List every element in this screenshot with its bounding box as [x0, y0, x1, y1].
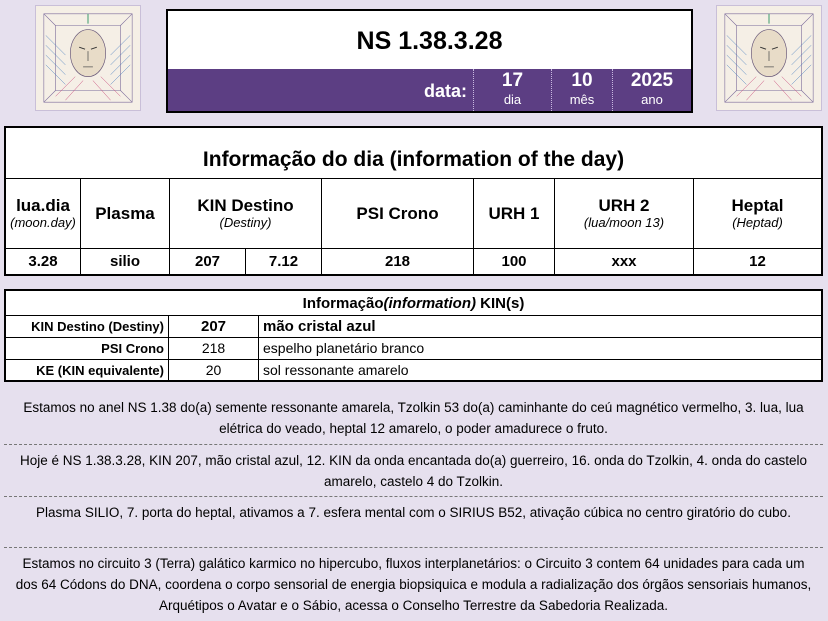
paragraph-circuito: Estamos no circuito 3 (Terra) galático karmico no hipercubo, fluxos interplanetários: o Circuito 3 contem 64 unidades para cada um dos 64 Códons do DNA, coordena o corpo sensorial de energia biopsiquica e modula a radialização dos órgãos sensoriais humanos, Arquétipos o Avatar e o Sábio, acessa o Conselho Terrestre da Sabedoria Realizada.: [15, 556, 812, 613]
year-value: 2025: [630, 70, 674, 91]
col-sub: (lua/moon 13): [583, 215, 665, 230]
date-bar: [168, 69, 691, 111]
col-kin-destino: [170, 178, 322, 274]
col-header: [170, 178, 321, 249]
col-header: [694, 178, 821, 249]
kin-row-label: KE (KIN equivalente): [6, 360, 169, 382]
date-label: data:: [423, 81, 467, 101]
year-unit: ano: [641, 92, 663, 107]
col-plasma: [81, 178, 170, 274]
col-header: [555, 178, 693, 249]
date-day: [473, 69, 551, 111]
table-row: [6, 360, 821, 382]
col-urh1: [474, 178, 555, 274]
col-value: silio: [109, 253, 140, 270]
col-label: lua.dia: [16, 196, 70, 215]
kin-row-label: PSI Crono: [6, 338, 169, 359]
col-psi-crono: [322, 178, 474, 274]
col-sub: (Heptad): [732, 215, 783, 230]
kin-title-a: Informação: [302, 294, 384, 312]
date-year: [612, 69, 691, 111]
paragraph-plasma: Plasma SILIO, 7. porta do heptal, ativamos a 7. esfera mental com o SIRIUS B52, ativação cúbica no centro giratório do cubo.: [36, 505, 791, 520]
kin-row-text: mão cristal azul: [263, 318, 376, 335]
col-values: [170, 249, 321, 274]
kin-title: [6, 291, 821, 316]
header-box: [166, 9, 693, 113]
col-value: 3.28: [28, 253, 58, 270]
divider: [4, 547, 823, 548]
col-lua-dia: [6, 178, 81, 274]
col-header: [474, 178, 554, 249]
day-value: 17: [501, 70, 524, 91]
day-unit: dia: [503, 92, 522, 107]
page-title: NS 1.38.3.28: [356, 26, 503, 55]
table-row: [6, 338, 821, 360]
col-label: Plasma: [95, 204, 155, 223]
col-sub: (Destiny): [219, 215, 272, 230]
info-table: [4, 126, 823, 276]
hypercube-face-icon: [36, 6, 140, 110]
kin-row-text: espelho planetário branco: [263, 340, 425, 356]
kin-title-c: KIN(s): [476, 294, 525, 312]
col-header: [6, 178, 80, 249]
kin-row-number: 20: [169, 360, 259, 382]
right-artwork: [716, 5, 822, 111]
paragraph-hoje: Hoje é NS 1.38.3.28, KIN 207, mão cristal azul, 12. KIN da onda encantada do(a) guerreiro, 16. onda do Tzolkin, 4. onda do castelo amarelo, castelo 4 do Tzolkin.: [20, 453, 807, 489]
col-value: 100: [501, 253, 527, 270]
col-label: Heptal: [731, 196, 784, 215]
col-label: URH 2: [598, 196, 650, 215]
month-value: 10: [571, 70, 593, 91]
col-value: xxx: [611, 253, 637, 270]
col-value-2: 7.12: [268, 253, 299, 270]
kin-row-number: 207: [169, 316, 259, 337]
table-row: [6, 316, 821, 338]
col-header: [322, 178, 473, 249]
kin-row-text: sol ressonante amarelo: [263, 362, 409, 378]
col-value: 218: [384, 253, 411, 270]
col-value: 207: [170, 249, 246, 274]
divider: [4, 496, 823, 497]
info-grid: [6, 178, 821, 274]
date-month: [551, 69, 612, 111]
paragraph-anel: Estamos no anel NS 1.38 do(a) semente ressonante amarela, Tzolkin 53 do(a) caminhante do ceú magnético vermelho, 3. lua, lua elétrica do veado, heptal 12 amarelo, o poder amadurece o fruto.: [23, 400, 804, 436]
divider: [4, 444, 823, 445]
left-artwork: [35, 5, 141, 111]
col-sub: (moon.day): [10, 215, 76, 230]
col-label: URH 1: [488, 204, 540, 223]
info-title: Informação do dia (information of the day): [202, 148, 625, 171]
hypercube-face-icon: [717, 6, 821, 110]
col-heptal: [694, 178, 821, 274]
kin-row-label: KIN Destino (Destiny): [6, 316, 169, 337]
col-label: PSI Crono: [356, 204, 439, 223]
month-unit: mês: [569, 92, 595, 107]
kin-row-number: 218: [169, 338, 259, 359]
kin-table: [4, 289, 823, 382]
col-label: KIN Destino: [197, 196, 294, 215]
col-urh2: [555, 178, 694, 274]
col-value: 12: [749, 253, 766, 270]
kin-title-b: (information): [383, 294, 476, 312]
col-header: [81, 178, 169, 249]
